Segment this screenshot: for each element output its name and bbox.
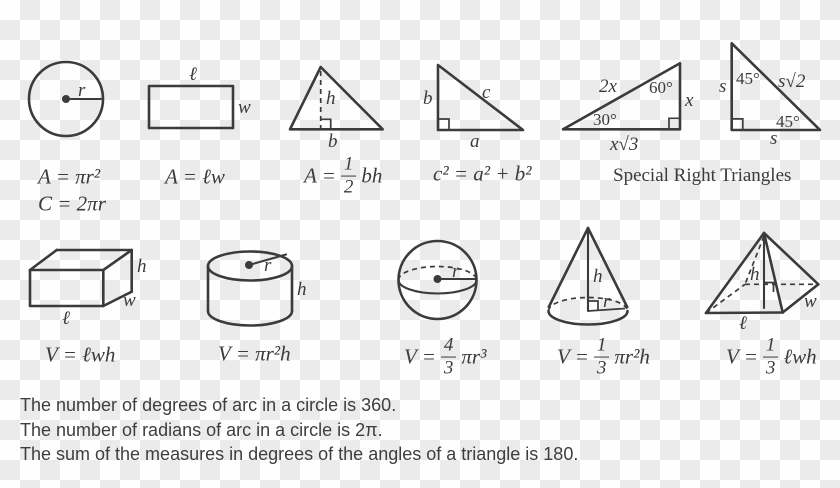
pyramid-edge: [764, 233, 783, 313]
sphere-radius-label: r: [452, 261, 460, 282]
box-width-label: w: [123, 290, 136, 311]
triangle-right-angle-mark: [321, 119, 331, 129]
fraction-numerator: 4: [441, 336, 457, 358]
cone-height-label: h: [593, 266, 603, 287]
circle-area-formula: A = πr²: [38, 164, 101, 189]
one-half-fraction: [341, 155, 357, 198]
triangle-figure: [290, 67, 383, 152]
pyramid-figure: [706, 233, 818, 334]
rectangle-width-label: w: [238, 97, 251, 118]
right-triangle-figure: [423, 65, 523, 152]
right-triangle-outline: [438, 65, 523, 130]
right-triangle-leg-a-label: a: [470, 131, 480, 152]
triangle-45-45-90-figure: [719, 43, 820, 149]
pyramid-volume-lhs: V =: [726, 344, 758, 369]
fraction-denominator: 3: [443, 357, 454, 379]
cone-base-front-arc: [549, 311, 628, 325]
sphere-volume-rhs: πr³: [461, 344, 487, 369]
cylinder-height-label: h: [297, 279, 307, 300]
sphere-volume-formula: [404, 336, 486, 379]
triangle-base-label: b: [328, 131, 338, 152]
pyramid-volume-formula: [726, 336, 817, 379]
pyramid-height-label: h: [750, 264, 760, 285]
triangle-30-60-90-figure: [563, 63, 694, 155]
pyramid-edge: [764, 233, 818, 284]
triangle-outline: [290, 67, 383, 129]
box-figure: [30, 250, 147, 329]
right-triangle-right-angle-mark: [438, 119, 449, 130]
cone-volume-formula: [557, 336, 650, 379]
triangle-area-rhs: bh: [361, 163, 383, 188]
box-front-face: [30, 270, 103, 306]
one-third-fraction: [763, 336, 779, 379]
circle-circumference-formula: C = 2πr: [38, 191, 106, 216]
cone-figure: [549, 228, 628, 325]
pyramid-width-label: w: [804, 291, 817, 312]
one-third-fraction: [594, 336, 610, 379]
triangle-area-formula: [304, 155, 382, 198]
fraction-denominator: 3: [596, 357, 607, 379]
pyramid-hidden-base-edge: [706, 284, 745, 313]
triangle-45-45-90-top-angle-label: 45°: [736, 69, 760, 88]
cone-radius-label: r: [603, 291, 611, 312]
cone-right-angle-mark: [588, 301, 598, 311]
cylinder-volume-formula: V = πr²h: [218, 341, 291, 366]
note-radians-in-circle: The number of radians of arc in a circle is 2π.: [20, 419, 383, 440]
cylinder-radius-label: r: [264, 255, 272, 276]
pythagorean-formula: c² = a² + b²: [433, 161, 532, 186]
triangle-30-60-90-vertical-leg-label: x: [685, 90, 694, 111]
pyramid-volume-rhs: ℓwh: [783, 344, 817, 369]
triangle-30-60-90-left-angle-label: 30°: [593, 110, 617, 129]
rectangle-area-formula: A = ℓw: [165, 164, 225, 189]
triangle-30-60-90-hypotenuse-label: 2x: [599, 76, 617, 97]
sphere-volume-lhs: V =: [404, 344, 436, 369]
cylinder-bottom-arc: [208, 311, 292, 326]
sphere-figure: [399, 241, 477, 319]
fraction-denominator: 2: [343, 176, 354, 198]
pyramid-length-label: ℓ: [739, 313, 747, 334]
triangle-height-label: h: [326, 88, 336, 109]
right-triangle-leg-b-label: b: [423, 88, 433, 109]
fraction-denominator: 3: [765, 357, 776, 379]
box-edge: [30, 250, 57, 270]
triangle-30-60-90-top-angle-label: 60°: [649, 78, 673, 97]
fraction-numerator: 1: [341, 155, 357, 177]
four-thirds-fraction: [441, 336, 457, 379]
cylinder-figure: [208, 252, 307, 326]
triangle-area-lhs: A =: [304, 163, 336, 188]
fraction-numerator: 1: [763, 336, 779, 358]
rectangle-outline: [149, 86, 233, 128]
rectangle-length-label: ℓ: [189, 64, 197, 85]
triangle-45-45-90-hypotenuse-label: s√2: [778, 71, 806, 92]
special-right-triangles-title: Special Right Triangles: [613, 165, 792, 186]
fraction-numerator: 1: [594, 336, 610, 358]
circle-radius-label: r: [78, 80, 86, 101]
box-height-label: h: [137, 256, 147, 277]
triangle-30-60-90-right-angle-mark: [669, 118, 680, 129]
box-volume-formula: V = ℓwh: [45, 342, 116, 367]
box-edge: [103, 250, 131, 270]
cone-volume-lhs: V =: [557, 344, 589, 369]
circle-figure: [29, 62, 103, 136]
triangle-45-45-90-bottom-leg-label: s: [770, 128, 778, 149]
triangle-45-45-90-right-angle-mark: [732, 119, 743, 130]
note-degrees-in-circle: The number of degrees of arc in a circle is 360.: [20, 395, 397, 415]
note-triangle-angle-sum: The sum of the measures in degrees of the angles of a triangle is 180.: [20, 444, 579, 465]
right-triangle-hypotenuse-label: c: [482, 82, 491, 103]
triangle-45-45-90-right-angle-label: 45°: [776, 112, 800, 131]
cone-volume-rhs: πr²h: [614, 344, 650, 369]
cone-left-side: [549, 228, 588, 307]
triangle-45-45-90-left-leg-label: s: [719, 76, 727, 97]
triangle-30-60-90-horizontal-leg-label: x√3: [610, 134, 639, 155]
rectangle-figure: [149, 64, 251, 128]
box-length-label: ℓ: [62, 308, 70, 329]
reference-notes: [20, 393, 578, 467]
